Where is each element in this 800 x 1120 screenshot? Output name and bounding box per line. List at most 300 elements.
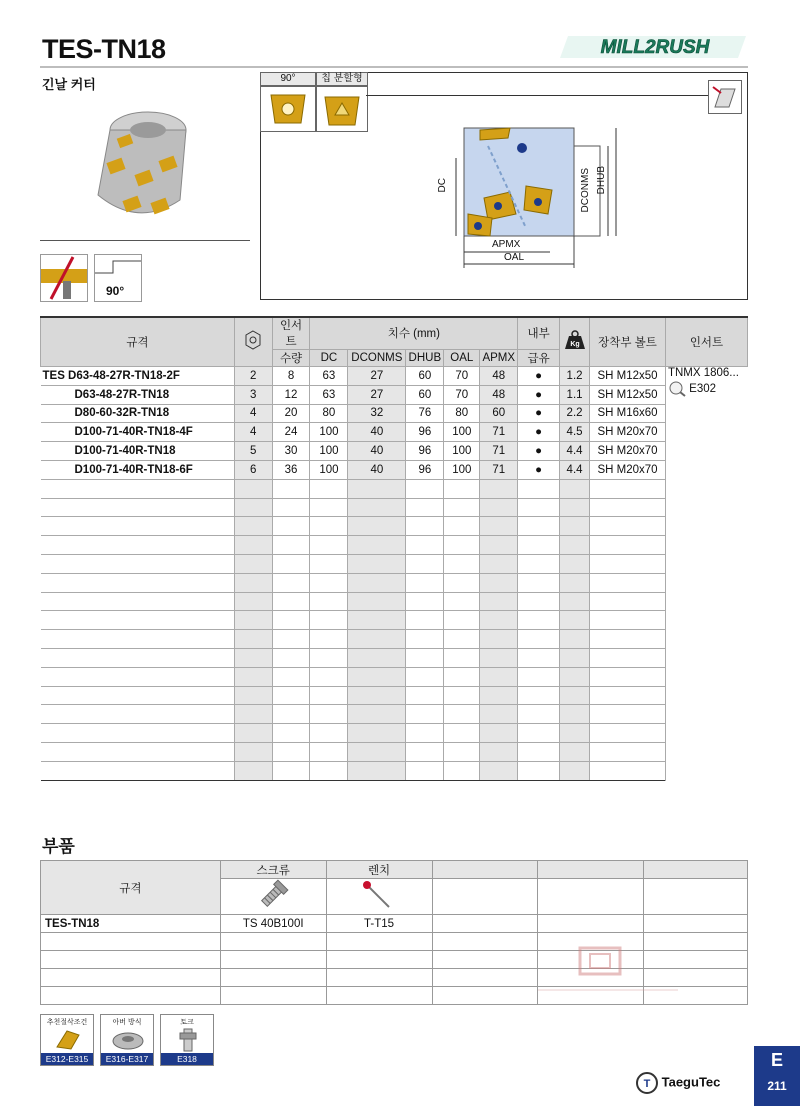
row-spec: D63-48-27R-TN18 — [41, 385, 235, 404]
insert-ref-page: E302 — [689, 383, 717, 396]
cell-z — [234, 686, 272, 705]
row-spec — [41, 686, 235, 705]
cell-dhub — [406, 498, 444, 517]
cell-z: 2 — [234, 367, 272, 386]
cell-dhub: 96 — [406, 460, 444, 479]
cell-coolant — [518, 536, 560, 555]
header-dims-group: 치수 (mm) — [310, 317, 518, 350]
cell-bolt — [590, 742, 666, 761]
ref-page: E316-E317 — [101, 1053, 153, 1065]
empty-row — [41, 592, 748, 611]
ref-label: 아버 방식 — [112, 1019, 142, 1026]
cell-apmx: 48 — [480, 367, 518, 386]
header-coolant-top: 내부 — [518, 317, 560, 350]
weight-icon — [560, 317, 590, 367]
cell-bolt: SH M20x70 — [590, 442, 666, 461]
ref-arbor-type[interactable] — [100, 1014, 154, 1066]
cell-dc — [310, 742, 348, 761]
table-row — [41, 367, 748, 386]
header-dc: DC — [310, 350, 348, 367]
cell-oal — [444, 686, 480, 705]
cell-qty — [272, 742, 310, 761]
cell-dc: 63 — [310, 367, 348, 386]
cell-dhub — [406, 705, 444, 724]
cell-kg — [560, 742, 590, 761]
cell-oal: 100 — [444, 442, 480, 461]
cell-apmx — [480, 648, 518, 667]
cell-coolant: ● — [518, 367, 560, 386]
cell-z — [234, 592, 272, 611]
cell-dhub — [406, 686, 444, 705]
cell-dhub — [406, 611, 444, 630]
cell-oal — [444, 536, 480, 555]
cell-kg — [560, 517, 590, 536]
cell-dconms: 40 — [348, 423, 406, 442]
page-number: 211 — [767, 1079, 787, 1093]
cell-qty: 20 — [272, 404, 310, 423]
cell-apmx — [480, 761, 518, 780]
row-spec — [41, 554, 235, 573]
cell-dconms — [348, 517, 406, 536]
cell-bolt — [590, 498, 666, 517]
cell-qty — [272, 498, 310, 517]
cell-qty — [272, 611, 310, 630]
row-spec — [41, 498, 235, 517]
cell-dc — [310, 498, 348, 517]
row-spec — [41, 479, 235, 498]
cell-bolt: SH M12x50 — [590, 367, 666, 386]
cell-dhub: 96 — [406, 442, 444, 461]
cell-kg: 2.2 — [560, 404, 590, 423]
cell-dc — [310, 536, 348, 555]
cell-coolant — [518, 742, 560, 761]
cell-bolt — [590, 592, 666, 611]
header-insert-qty-top: 인서트 — [272, 317, 310, 350]
section-tab — [754, 1046, 800, 1106]
empty-row — [41, 761, 748, 780]
cell-apmx — [480, 724, 518, 743]
table-row — [41, 404, 748, 423]
row-spec — [41, 611, 235, 630]
svg-text:T: T — [643, 1078, 651, 1090]
header-coolant-bottom: 급유 — [518, 350, 560, 367]
section-letter: E — [770, 1050, 783, 1070]
cell-kg: 4.4 — [560, 442, 590, 461]
cell-bolt: SH M20x70 — [590, 460, 666, 479]
cell-dconms — [348, 592, 406, 611]
cell-apmx — [480, 479, 518, 498]
spec-table — [40, 316, 748, 781]
cell-oal — [444, 592, 480, 611]
cell-kg — [560, 724, 590, 743]
row-spec — [41, 536, 235, 555]
empty-row — [41, 648, 748, 667]
cell-dconms: 40 — [348, 460, 406, 479]
cell-bolt — [590, 761, 666, 780]
cell-bolt — [590, 724, 666, 743]
cell-apmx — [480, 611, 518, 630]
insert-cell — [665, 367, 747, 781]
row-spec — [41, 630, 235, 649]
cell-dhub — [406, 648, 444, 667]
cell-dc — [310, 592, 348, 611]
cell-dconms — [348, 724, 406, 743]
cell-qty: 24 — [272, 423, 310, 442]
dim-dc: DC — [437, 178, 448, 193]
cell-dconms — [348, 705, 406, 724]
parts-icon-empty-1 — [432, 879, 538, 915]
cell-oal: 70 — [444, 367, 480, 386]
cell-oal: 100 — [444, 460, 480, 479]
cell-bolt: SH M12x50 — [590, 385, 666, 404]
cell-kg — [560, 592, 590, 611]
table-row — [41, 460, 748, 479]
insert-type-header-90: 90° — [260, 72, 316, 86]
cell-bolt — [590, 536, 666, 555]
cell-qty — [272, 592, 310, 611]
empty-row — [41, 554, 748, 573]
cell-oal — [444, 517, 480, 536]
empty-row — [41, 498, 748, 517]
insert-name: TNMX 1806... — [667, 367, 739, 379]
cell-coolant: ● — [518, 423, 560, 442]
cell-dc: 100 — [310, 460, 348, 479]
cell-apmx: 71 — [480, 442, 518, 461]
page-title: TES-TN18 — [42, 34, 166, 64]
cell-apmx — [480, 742, 518, 761]
cell-qty: 12 — [272, 385, 310, 404]
table-row — [41, 423, 748, 442]
cell-coolant: ● — [518, 442, 560, 461]
row-spec: D100-71-40R-TN18 — [41, 442, 235, 461]
cell-apmx — [480, 498, 518, 517]
cell-coolant — [518, 724, 560, 743]
cell-apmx — [480, 705, 518, 724]
cell-dc — [310, 667, 348, 686]
cell-dc: 80 — [310, 404, 348, 423]
cell-dconms — [348, 498, 406, 517]
cell-coolant — [518, 517, 560, 536]
empty-row — [41, 611, 748, 630]
cell-apmx — [480, 573, 518, 592]
cell-kg — [560, 536, 590, 555]
row-spec: D100-71-40R-TN18-6F — [41, 460, 235, 479]
cell-dc — [310, 517, 348, 536]
insert-chipbreaker-icon — [316, 86, 368, 132]
parts-header-empty-2 — [538, 861, 644, 879]
cell-z — [234, 573, 272, 592]
product-subtitle: 긴날 커터 — [42, 77, 96, 92]
cell-dconms — [348, 648, 406, 667]
cutting-angle-icon — [40, 254, 88, 302]
cell-oal — [444, 667, 480, 686]
cell-kg — [560, 479, 590, 498]
cell-bolt — [590, 554, 666, 573]
ref-label: 토크 — [180, 1019, 194, 1026]
cell-qty: 8 — [272, 367, 310, 386]
cell-kg — [560, 667, 590, 686]
cell-dconms: 27 — [348, 385, 406, 404]
row-spec — [41, 517, 235, 536]
header-oal: OAL — [444, 350, 480, 367]
cell-oal — [444, 630, 480, 649]
cell-bolt — [590, 573, 666, 592]
empty-row — [41, 536, 748, 555]
cell-dconms — [348, 573, 406, 592]
parts-header-empty-3 — [644, 861, 748, 879]
cell-dconms — [348, 611, 406, 630]
cell-dconms — [348, 536, 406, 555]
cell-bolt — [590, 479, 666, 498]
row-spec — [41, 705, 235, 724]
cell-z — [234, 742, 272, 761]
cell-apmx — [480, 536, 518, 555]
parts-header-spec: 규격 — [41, 861, 221, 915]
cell-oal — [444, 705, 480, 724]
wrench-icon — [326, 879, 432, 915]
cell-apmx: 60 — [480, 404, 518, 423]
cell-kg — [560, 705, 590, 724]
cell-dc — [310, 648, 348, 667]
header-dconms: DCONMS — [348, 350, 406, 367]
cell-dc — [310, 724, 348, 743]
header-dhub: DHUB — [406, 350, 444, 367]
cell-bolt — [590, 648, 666, 667]
cell-coolant — [518, 611, 560, 630]
empty-row — [41, 724, 748, 743]
cell-dhub — [406, 573, 444, 592]
cell-bolt: SH M16x60 — [590, 404, 666, 423]
cell-qty — [272, 536, 310, 555]
cell-kg: 1.1 — [560, 385, 590, 404]
cell-oal — [444, 611, 480, 630]
empty-row — [41, 479, 748, 498]
parts-wrench: T-T15 — [326, 915, 432, 933]
cell-dconms — [348, 761, 406, 780]
parts-icon-empty-2 — [538, 879, 644, 915]
cell-z: 4 — [234, 423, 272, 442]
cell-z — [234, 498, 272, 517]
cell-oal — [444, 479, 480, 498]
row-spec — [41, 761, 235, 780]
cell-apmx — [480, 554, 518, 573]
header-insert-qty-bottom: 수량 — [272, 350, 310, 367]
product-photo — [78, 100, 208, 230]
cell-apmx: 71 — [480, 423, 518, 442]
cell-oal — [444, 573, 480, 592]
title-divider — [40, 66, 748, 68]
cell-qty — [272, 705, 310, 724]
cell-qty — [272, 517, 310, 536]
cell-qty — [272, 724, 310, 743]
row-spec — [41, 592, 235, 611]
parts-spec: TES-TN18 — [41, 915, 221, 933]
parts-icon-empty-3 — [644, 879, 748, 915]
cell-bolt — [590, 686, 666, 705]
cell-qty: 36 — [272, 460, 310, 479]
cell-z — [234, 611, 272, 630]
cell-oal — [444, 724, 480, 743]
cell-oal — [444, 648, 480, 667]
cell-z — [234, 479, 272, 498]
cell-z — [234, 517, 272, 536]
cell-z: 4 — [234, 404, 272, 423]
cell-oal: 100 — [444, 423, 480, 442]
parts-header-empty-1 — [432, 861, 538, 879]
cell-dconms: 27 — [348, 367, 406, 386]
teeth-count-icon — [234, 317, 272, 367]
cell-qty — [272, 648, 310, 667]
cell-coolant — [518, 554, 560, 573]
cell-kg — [560, 611, 590, 630]
cell-dhub — [406, 479, 444, 498]
brand-logo-text: MILL2RUSH — [600, 37, 710, 58]
cell-apmx — [480, 686, 518, 705]
parts-screw: TS 40B100I — [220, 915, 326, 933]
empty-row — [41, 630, 748, 649]
cell-coolant — [518, 761, 560, 780]
cell-kg — [560, 630, 590, 649]
row-spec — [41, 573, 235, 592]
ref-label: 추천절삭조건 — [46, 1019, 88, 1026]
cell-bolt — [590, 611, 666, 630]
logo-text: TaeguTec — [661, 1074, 721, 1090]
cell-dc — [310, 611, 348, 630]
cell-kg: 4.5 — [560, 423, 590, 442]
cell-dc — [310, 573, 348, 592]
cell-dconms — [348, 667, 406, 686]
cell-z: 5 — [234, 442, 272, 461]
cell-dconms — [348, 479, 406, 498]
cell-z: 3 — [234, 385, 272, 404]
photo-divider — [40, 240, 250, 241]
row-spec — [41, 667, 235, 686]
cell-dhub — [406, 592, 444, 611]
cell-dconms — [348, 554, 406, 573]
row-spec: D80-60-32R-TN18 — [41, 404, 235, 423]
cell-apmx — [480, 517, 518, 536]
cell-dc: 63 — [310, 385, 348, 404]
insert-ref[interactable] — [668, 381, 746, 397]
cell-kg — [560, 573, 590, 592]
cell-dconms — [348, 630, 406, 649]
empty-row — [41, 686, 748, 705]
ref-cutting-conditions[interactable] — [40, 1014, 94, 1066]
cell-coolant — [518, 686, 560, 705]
cell-z — [234, 630, 272, 649]
cell-qty — [272, 630, 310, 649]
dim-apmx: APMX — [492, 239, 521, 250]
dim-dhub: DHUB — [596, 166, 607, 195]
svg-text:Kg: Kg — [569, 341, 580, 348]
cell-qty — [272, 554, 310, 573]
cell-dc — [310, 630, 348, 649]
row-spec: D100-71-40R-TN18-4F — [41, 423, 235, 442]
cell-dhub: 76 — [406, 404, 444, 423]
cell-coolant — [518, 705, 560, 724]
brand-logo — [560, 34, 750, 60]
insert-90-icon — [260, 86, 316, 132]
cell-apmx — [480, 592, 518, 611]
cell-kg — [560, 761, 590, 780]
cell-dc — [310, 479, 348, 498]
row-spec — [41, 724, 235, 743]
header-bolt: 장착부 볼트 — [590, 317, 666, 367]
ref-torque[interactable] — [160, 1014, 214, 1066]
ref-page: E318 — [161, 1053, 213, 1065]
cell-qty — [272, 667, 310, 686]
cell-z — [234, 761, 272, 780]
cell-coolant — [518, 667, 560, 686]
cell-oal: 80 — [444, 404, 480, 423]
cell-dconms: 40 — [348, 442, 406, 461]
cell-qty: 30 — [272, 442, 310, 461]
empty-row — [41, 517, 748, 536]
table-top-rule — [40, 316, 748, 318]
cell-coolant: ● — [518, 404, 560, 423]
empty-row — [41, 705, 748, 724]
screw-icon — [220, 879, 326, 915]
cell-dhub — [406, 517, 444, 536]
cell-kg — [560, 498, 590, 517]
cell-coolant — [518, 479, 560, 498]
cell-dconms — [348, 686, 406, 705]
cell-dhub — [406, 724, 444, 743]
cell-dc: 100 — [310, 423, 348, 442]
cell-coolant — [518, 498, 560, 517]
cell-dhub — [406, 667, 444, 686]
watermark-logo — [538, 944, 678, 1008]
cell-dhub: 96 — [406, 423, 444, 442]
cell-oal — [444, 498, 480, 517]
cell-dc — [310, 761, 348, 780]
cell-kg — [560, 554, 590, 573]
cell-dhub — [406, 630, 444, 649]
cell-qty — [272, 686, 310, 705]
header-apmx: APMX — [480, 350, 518, 367]
row-spec: TES D63-48-27R-TN18-2F — [41, 367, 235, 386]
cell-dconms — [348, 742, 406, 761]
dim-oal: OAL — [504, 252, 525, 263]
cell-dhub — [406, 742, 444, 761]
cell-z — [234, 705, 272, 724]
cell-z — [234, 536, 272, 555]
taegutec-logo — [636, 1072, 720, 1094]
cell-kg — [560, 686, 590, 705]
cell-kg — [560, 648, 590, 667]
empty-row — [41, 742, 748, 761]
cell-oal — [444, 742, 480, 761]
angle-label: 90° — [106, 284, 125, 298]
row-spec — [41, 648, 235, 667]
cell-kg: 1.2 — [560, 367, 590, 386]
parts-header-wrench: 렌치 — [326, 861, 432, 879]
cell-bolt — [590, 630, 666, 649]
cell-dconms: 32 — [348, 404, 406, 423]
cell-dhub: 60 — [406, 385, 444, 404]
leader-line — [366, 95, 708, 96]
cell-bolt — [590, 667, 666, 686]
cell-kg: 4.4 — [560, 460, 590, 479]
cell-dc: 100 — [310, 442, 348, 461]
cell-oal: 70 — [444, 385, 480, 404]
header-spec: 규격 — [41, 317, 235, 367]
cell-coolant — [518, 592, 560, 611]
technical-drawing — [430, 118, 620, 278]
parts-row — [41, 915, 748, 933]
cell-dhub — [406, 761, 444, 780]
cell-z: 6 — [234, 460, 272, 479]
